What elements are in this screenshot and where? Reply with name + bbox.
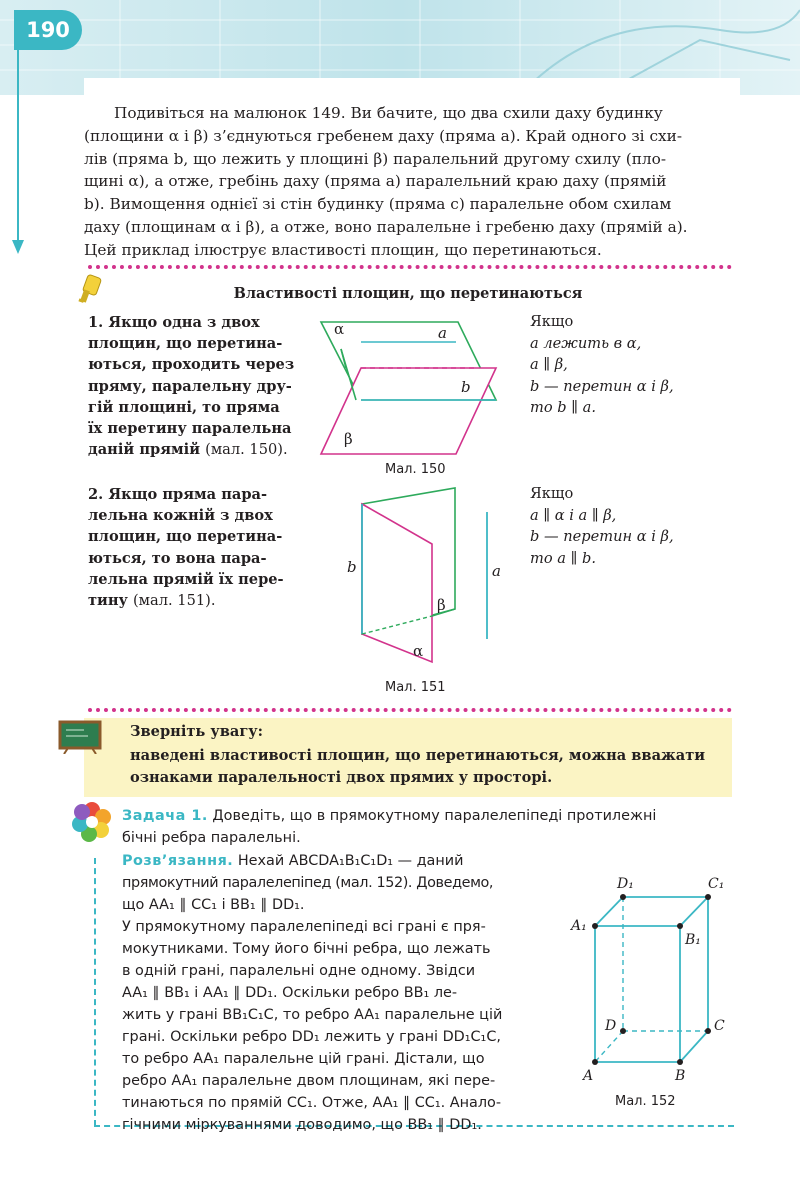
figure-151-caption: Мал. 151 (385, 680, 446, 695)
task-border (94, 858, 96, 1126)
property-line: ються, проходить через (88, 356, 295, 374)
solution-line: жить у грані BB₁C₁C, то ребро AA₁ паралельне цій (122, 1007, 503, 1023)
figure-151 (335, 484, 510, 674)
property-line: лельна прямій їх пере- (88, 570, 284, 588)
plane-beta (362, 504, 432, 662)
vertex-label-B1: B₁ (685, 932, 701, 948)
vertex-label-B: B (675, 1068, 686, 1084)
condition-line: Якщо (530, 485, 574, 502)
solution-line: У прямокутному паралелепіпеді всі грані є пря- (122, 919, 486, 935)
figure-150 (316, 312, 526, 462)
figure-reference: (мал. 150). (205, 441, 288, 459)
condition-2 (530, 483, 730, 569)
label-a: a (492, 562, 501, 580)
property-line: площин, що перетина- (88, 528, 283, 546)
page-number: 190 (14, 10, 82, 50)
property-line: ються, то вона пара- (88, 549, 267, 567)
figure-reference: (мал. 151). (132, 592, 216, 610)
vertex-label-C: C (714, 1018, 725, 1034)
vertex-label-A: A (583, 1068, 594, 1084)
intro-line: Подивіться на малюнок 149. Ви бачите, що два схили даху будинку (114, 104, 663, 122)
task-text: Доведіть, що в прямокутному паралелепіпеді протилежні (207, 808, 657, 824)
condition-line: a ∥ β, (530, 356, 568, 373)
intro-line: b). Вимощення однієї зі стін будинку (пряма c) паралельне обом схилам (84, 195, 672, 214)
solution-line: в одній грані, паралельні одне одному. Звідси (122, 963, 476, 979)
solution-line: ребро AA₁ паралельне двом площинам, які пере- (122, 1073, 496, 1089)
property-line: 1. Якщо одна з двох (88, 314, 260, 331)
property-line: даній прямій (88, 441, 201, 459)
property-line: пряму, паралельну дру- (88, 377, 292, 395)
margin-arrow-icon (0, 0, 40, 260)
condition-1 (530, 311, 730, 419)
intro-line: щині α), а отже, гребінь даху (пряма a) паралельний краю даху (прямій (84, 172, 667, 191)
label-beta: β (344, 430, 353, 448)
intro-line: лів (пряма b, що лежить у площині β) паралельний другому схилу (пло- (84, 149, 667, 168)
label-b: b (461, 378, 471, 396)
property-1 (88, 312, 303, 460)
solution-line: гічними міркуваннями доводимо, що BB₁ ∥ DD₁. (122, 1117, 482, 1133)
solution-line: грані. Оскільки ребро DD₁ лежить у грані DD₁C₁C, (122, 1029, 501, 1045)
intro-line: (площини α і β) з’єднуються гребенем даху (пряма a). Край одного зі схи- (84, 126, 682, 145)
condition-line: a лежить в α, (530, 334, 642, 352)
label-a: a (438, 324, 447, 342)
vertex-label-C1: C₁ (708, 876, 725, 892)
label-b: b (347, 558, 357, 576)
figure-152 (565, 870, 745, 1090)
solution-text: Нехай ABCDA₁B₁C₁D₁ — даний (233, 853, 464, 869)
property-line: гій площині, то пряма (88, 398, 280, 416)
section-divider (88, 708, 732, 712)
task-statement (122, 805, 732, 849)
chalkboard-icon (58, 720, 102, 754)
section-divider (88, 265, 732, 269)
condition-line: b — перетин α і β, (530, 528, 674, 545)
condition-line: то b ∥ a. (530, 399, 596, 416)
property-line: лельна кожній з двох (88, 507, 273, 525)
note-title: Зверніть увагу: (130, 723, 264, 740)
property-line: площин, що перетина- (88, 335, 283, 353)
note-line: ознаками паралельності двох прямих у просторі. (130, 768, 553, 786)
label-alpha: α (413, 642, 424, 660)
property-2 (88, 484, 303, 611)
figure-152-caption: Мал. 152 (615, 1094, 676, 1109)
task-text: бічні ребра паралельні. (122, 830, 301, 846)
vertex-label-D1: D₁ (617, 876, 634, 892)
solution-line: то ребро AA₁ паралельне цій грані. Дістали, що (122, 1051, 485, 1067)
condition-line: b — перетин α і β, (530, 377, 674, 395)
solution-line: прямокутний паралелепіпед (мал. 152). Доведемо, (122, 875, 494, 891)
solution-line: AA₁ ∥ BB₁ і AA₁ ∥ DD₁. Оскільки ребро BB₁ ле- (122, 985, 458, 1001)
solution-line: мокутниками. Тому його бічні ребра, що лежать (122, 941, 491, 957)
condition-line: a ∥ α і a ∥ β, (530, 506, 617, 524)
vertex-label-A1: A₁ (571, 918, 587, 934)
solution-label: Розв’язання. (122, 853, 234, 869)
solution-line: що AA₁ ∥ CC₁ і BB₁ ∥ DD₁. (122, 897, 305, 913)
property-line: їх перетину паралельна (88, 420, 292, 438)
condition-line: Якщо (530, 313, 574, 330)
property-line: тину (88, 592, 128, 610)
vertex-label-D: D (605, 1018, 617, 1034)
note-line: наведені властивості площин, що перетинаються, можна вважати (130, 747, 706, 764)
condition-line: то a ∥ b. (530, 549, 596, 567)
label-alpha: α (334, 320, 345, 338)
intro-paragraph (84, 102, 732, 262)
label-beta: β (437, 596, 446, 614)
section-heading: Властивості площин, що перетинаються (233, 285, 583, 302)
note-text (130, 745, 730, 788)
property-line: 2. Якщо пряма пара- (88, 486, 268, 503)
intro-line: Цей приклад ілюструє властивості площин, що перетинаються. (84, 240, 602, 259)
figure-150-caption: Мал. 150 (385, 462, 446, 477)
solution-line (122, 851, 463, 873)
task-flower-icon (70, 800, 114, 844)
intro-line: даху (площинам α і β), а отже, воно паралельне і гребеню даху (прямій a). (84, 217, 688, 236)
task-label: Задача 1. (122, 808, 208, 824)
solution-line: тинаються по прямій CC₁. Отже, AA₁ ∥ CC₁. Анало- (122, 1095, 502, 1111)
